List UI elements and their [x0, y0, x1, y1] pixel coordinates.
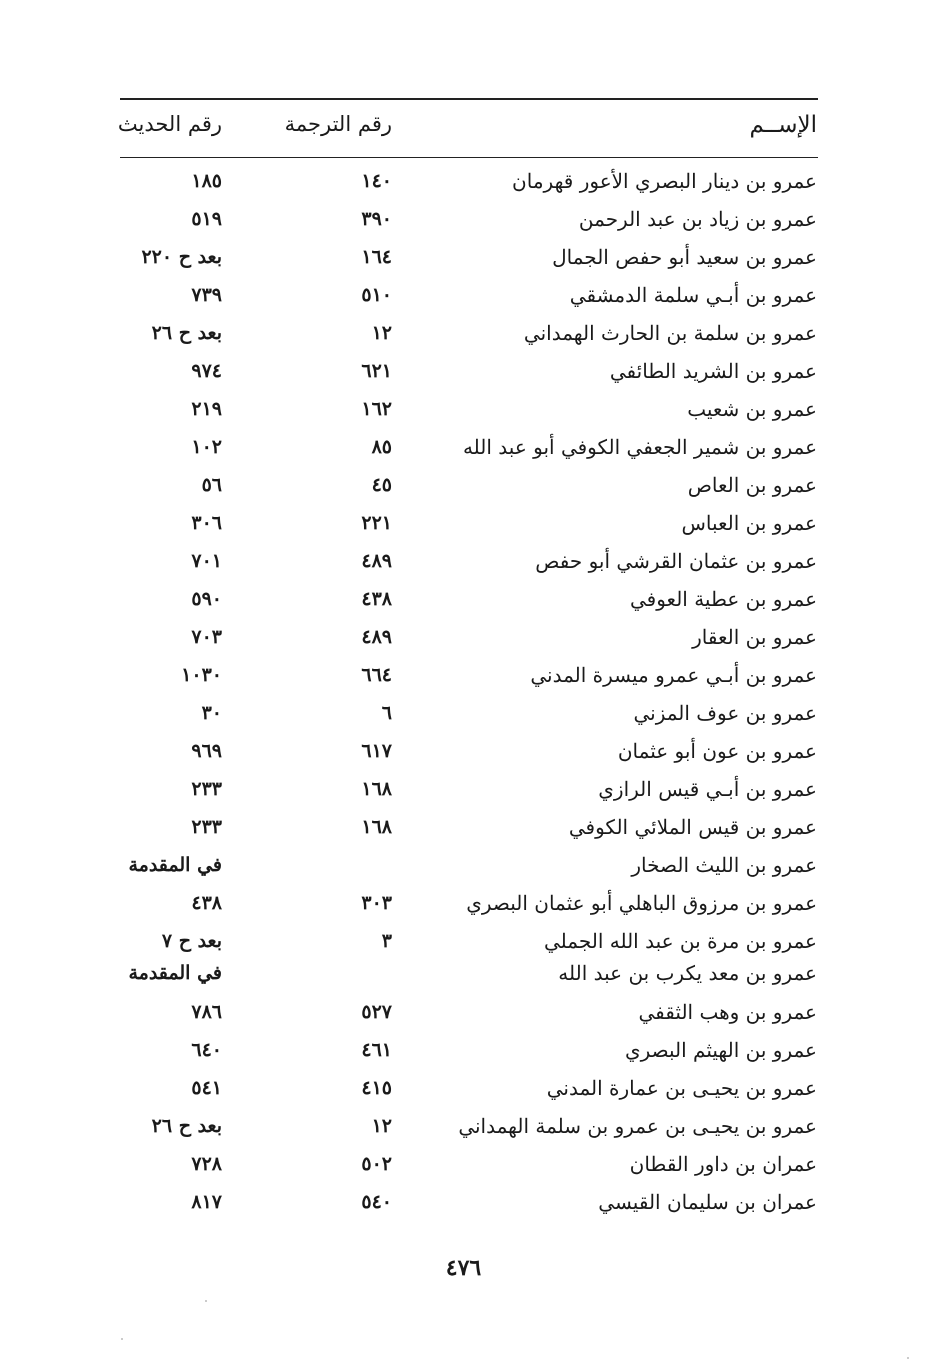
entry-hadith-number: ٢٣٣: [191, 778, 222, 800]
entry-tarjama-number: ٥٠٢: [361, 1153, 392, 1175]
entry-tarjama-number: ٤٨٩: [361, 626, 392, 648]
table-row: [0, 956, 927, 990]
entry-tarjama-number: ٨٥: [371, 436, 392, 458]
entry-hadith-number: بعد ح ٢٢٠: [141, 246, 222, 268]
entry-hadith-number: ٩٧٤: [191, 360, 222, 382]
table-row: [0, 924, 927, 958]
entry-name: عمرو بن يحيـى بن عمرو بن سلمة الهمداني: [458, 1114, 817, 1138]
entry-name: عمرو بن عطية العوفي: [629, 587, 817, 611]
table-row: [0, 734, 927, 768]
entry-name: عمرو بن الليث الصخار: [631, 853, 817, 877]
table-row: [0, 886, 927, 920]
table-row: [0, 506, 927, 540]
table-row: [0, 278, 927, 312]
entry-hadith-number: في المقدمة: [128, 962, 222, 984]
entry-tarjama-number: ٦٦٤: [361, 664, 392, 686]
entry-hadith-number: في المقدمة: [128, 854, 222, 876]
scan-speck: [121, 1338, 123, 1340]
entry-tarjama-number: ٦١٧: [361, 740, 392, 762]
entry-hadith-number: ٧٢٨: [191, 1153, 222, 1175]
entry-tarjama-number: ١٦٨: [361, 778, 392, 800]
entry-name: عمرو بن أبـي قيس الرازي: [598, 777, 817, 801]
table-row: [0, 1109, 927, 1143]
entry-tarjama-number: ٥٢٧: [361, 1001, 392, 1023]
table-row: [0, 354, 927, 388]
entry-hadith-number: ٥٩٠: [191, 588, 222, 610]
entry-hadith-number: ٧٠٣: [191, 626, 222, 648]
entry-hadith-number: ١٠٢: [191, 436, 222, 458]
table-row: [0, 468, 927, 502]
table-row: [0, 848, 927, 882]
entry-hadith-number: بعد ح ٢٦: [151, 322, 222, 344]
entry-tarjama-number: ١٢: [371, 1115, 392, 1137]
entry-hadith-number: ٣٠٦: [191, 512, 222, 534]
entry-name: عمرو بن عثمان القرشي أبو حفص: [535, 549, 817, 573]
entry-hadith-number: بعد ح ٢٦: [151, 1115, 222, 1137]
entry-tarjama-number: ٣: [381, 930, 392, 952]
entry-name: عمرو بن العباس: [681, 511, 817, 535]
entry-hadith-number: ٩٦٩: [191, 740, 222, 762]
entry-name: عمرو بن يحيـى بن عمارة المدني: [546, 1076, 817, 1100]
entry-name: عمرو بن دينار البصري الأعور قهرمان: [512, 169, 817, 193]
entry-hadith-number: ٧٠١: [191, 550, 222, 572]
entry-hadith-number: ١٠٣٠: [181, 664, 222, 686]
table-row: [0, 772, 927, 806]
page-number: ٤٧٦: [445, 1255, 482, 1281]
entry-name: عمرو بن معد يكرب بن عبد الله: [558, 961, 817, 985]
entry-tarjama-number: ٤٣٨: [361, 588, 392, 610]
entry-tarjama-number: ٤٥: [371, 474, 392, 496]
entry-name: عمران بن سليمان القيسي: [598, 1190, 817, 1214]
entry-name: عمرو بن شعيب: [687, 397, 817, 421]
entry-hadith-number: ٨١٧: [191, 1191, 222, 1213]
entry-name: عمرو بن زياد بن عبد الرحمن: [578, 207, 817, 231]
entry-name: عمرو بن قيس الملائي الكوفي: [568, 815, 817, 839]
entry-tarjama-number: ٦٢١: [361, 360, 392, 382]
table-row: [0, 1185, 927, 1219]
table-row: [0, 582, 927, 616]
table-row: [0, 164, 927, 198]
entry-tarjama-number: ١٦٨: [361, 816, 392, 838]
entry-name: عمرو بن العقار: [692, 625, 817, 649]
table-row: [0, 1071, 927, 1105]
entry-name: عمرو بن عوف المزني: [633, 701, 817, 725]
entry-name: عمرو بن العاص: [687, 473, 817, 497]
table-row: [0, 202, 927, 236]
entry-hadith-number: ١٨٥: [191, 170, 222, 192]
header-hadith-number: رقم الحديث: [117, 112, 222, 136]
entry-hadith-number: بعد ح ٧: [161, 930, 222, 952]
table-row: [0, 810, 927, 844]
entry-name: عمران بن داور القطان: [629, 1152, 817, 1176]
entry-tarjama-number: ١٢: [371, 322, 392, 344]
entry-hadith-number: ٦٤٠: [191, 1039, 222, 1061]
entry-name: عمرو بن مرة بن عبد الله الجملي: [543, 929, 817, 953]
entry-name: عمرو بن سعيد أبو حفص الجمال: [552, 245, 817, 269]
entry-tarjama-number: ١٤٠: [361, 170, 392, 192]
table-row: [0, 696, 927, 730]
entry-name: عمرو بن أبـي عمرو ميسرة المدني: [530, 663, 817, 687]
table-row: [0, 316, 927, 350]
entry-hadith-number: ٧٨٦: [191, 1001, 222, 1023]
entry-name: عمرو بن وهب الثقفي: [638, 1000, 817, 1024]
entry-name: عمرو بن عون أبو عثمان: [617, 739, 817, 763]
entry-tarjama-number: ٦: [381, 702, 392, 724]
entry-tarjama-number: ٣٩٠: [361, 208, 392, 230]
entry-hadith-number: ٢٣٣: [191, 816, 222, 838]
header-name: الإســم: [749, 112, 817, 138]
entry-tarjama-number: ٢٢١: [361, 512, 392, 534]
entry-name: عمرو بن الهيثم البصري: [624, 1038, 817, 1062]
entry-hadith-number: ٢١٩: [191, 398, 222, 420]
scan-speck: [205, 1300, 207, 1302]
entry-tarjama-number: ٣٠٣: [361, 892, 392, 914]
table-row: [0, 658, 927, 692]
table-row: [0, 995, 927, 1029]
table-row: [0, 240, 927, 274]
entry-name: عمرو بن مرزوق الباهلي أبو عثمان البصري: [466, 891, 817, 915]
entry-hadith-number: ٤٣٨: [191, 892, 222, 914]
table-row: [0, 1033, 927, 1067]
entry-tarjama-number: ١٦٢: [361, 398, 392, 420]
entry-name: عمرو بن سلمة بن الحارث الهمداني: [523, 321, 817, 345]
entry-hadith-number: ٣٠: [201, 702, 222, 724]
table-row: [0, 430, 927, 464]
entry-tarjama-number: ٤٨٩: [361, 550, 392, 572]
table-row: [0, 392, 927, 426]
entry-name: عمرو بن شمير الجعفي الكوفي أبو عبد الله: [462, 435, 817, 459]
entry-hadith-number: ٧٣٩: [191, 284, 222, 306]
entry-tarjama-number: ٥١٠: [361, 284, 392, 306]
entry-hadith-number: ٥١٩: [191, 208, 222, 230]
table-row: [0, 544, 927, 578]
table-row: [0, 620, 927, 654]
entry-name: عمرو بن أبـي سلمة الدمشقي: [569, 283, 817, 307]
entry-hadith-number: ٥٦: [201, 474, 222, 496]
scan-speck: [907, 1357, 909, 1359]
table-row: [0, 1147, 927, 1181]
entry-tarjama-number: ٥٤٠: [361, 1191, 392, 1213]
entry-tarjama-number: ٤٦١: [361, 1039, 392, 1061]
entry-tarjama-number: ١٦٤: [361, 246, 392, 268]
entry-tarjama-number: ٤١٥: [361, 1077, 392, 1099]
header-tarjama-number: رقم الترجمة: [284, 112, 392, 136]
entry-name: عمرو بن الشريد الطائفي: [609, 359, 817, 383]
entry-hadith-number: ٥٤١: [191, 1077, 222, 1099]
